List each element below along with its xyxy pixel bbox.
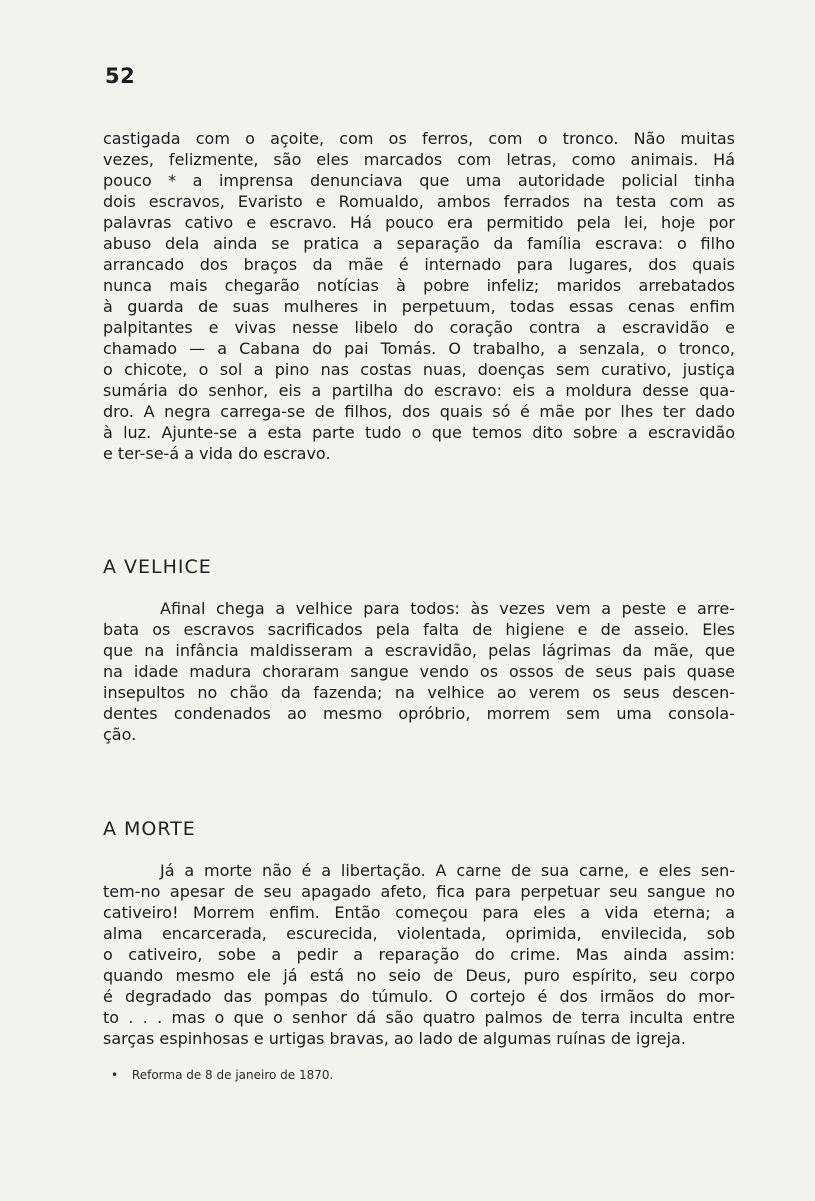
- text-line: o cativeiro, sobe a pedir a reparação do crime. Mas ainda assim:: [103, 945, 735, 964]
- text-line: dro. A negra carrega-se de filhos, dos quais só é mãe por lhes ter dado: [103, 402, 735, 421]
- text-line: castigada com o açoite, com os ferros, com o tronco. Não muitas: [103, 129, 735, 148]
- text-line: à guarda de suas mulheres in perpetuum, todas essas cenas enfim: [103, 297, 735, 316]
- text-line: chamado — a Cabana do pai Tomás. O trabalho, a senzala, o tronco,: [103, 339, 735, 358]
- paragraph-death: [103, 860, 735, 1049]
- footnote-marker: •: [111, 1068, 119, 1082]
- footnote: [111, 1068, 333, 1082]
- text-line: arrancado dos braços da mãe é internado para lugares, dos quais: [103, 255, 735, 274]
- paragraph-old-age: [103, 598, 735, 745]
- page-number: 52: [105, 64, 136, 88]
- text-line: e ter-se-á a vida do escravo.: [103, 444, 331, 463]
- text-line: na idade madura choraram sangue vendo os ossos de seus pais quase: [103, 662, 735, 681]
- text-line: sarças espinhosas e urtigas bravas, ao lado de algumas ruínas de igreja.: [103, 1029, 686, 1048]
- text-line: dois escravos, Evaristo e Romualdo, ambos ferrados na testa com as: [103, 192, 735, 211]
- text-line: palpitantes e vivas nesse libelo do coração contra a escravidão e: [103, 318, 735, 337]
- text-line: alma encarcerada, escurecida, violentada, oprimida, envilecida, sob: [103, 924, 735, 943]
- text-line: quando mesmo ele já está no seio de Deus, puro espírito, seu corpo: [103, 966, 735, 985]
- text-line: Afinal chega a velhice para todos: às vezes vem a peste e arre-: [160, 599, 735, 618]
- text-line: cativeiro! Morrem enfim. Então começou para eles a vida eterna; a: [103, 903, 735, 922]
- text-line: palavras cativo e escravo. Há pouco era permitido pela lei, hoje por: [103, 213, 735, 232]
- footnote-text: Reforma de 8 de janeiro de 1870.: [131, 1068, 334, 1082]
- paragraph-slave-life: [103, 128, 735, 464]
- text-line: Já a morte não é a libertação. A carne de sua carne, e eles sen-: [160, 861, 735, 880]
- text-line: ção.: [103, 725, 137, 744]
- text-line: dentes condenados ao mesmo opróbrio, morrem sem uma consola-: [103, 704, 735, 723]
- text-line: sumária do senhor, eis a partilha do escravo: eis a moldura desse qua-: [103, 381, 735, 400]
- text-line: abuso dela ainda se pratica a separação da família escrava: o filho: [103, 234, 735, 253]
- text-line: pouco * a imprensa denunciava que uma autoridade policial tinha: [103, 171, 735, 190]
- text-line: à luz. Ajunte-se a esta parte tudo o que temos dito sobre a escravidão: [103, 423, 735, 442]
- text-line: que na infância maldisseram a escravidão, pelas lágrimas da mãe, que: [103, 641, 735, 660]
- text-line: vezes, felizmente, são eles marcados com letras, como animais. Há: [103, 150, 735, 169]
- text-line: nunca mais chegarão notícias à pobre infeliz; maridos arrebatados: [103, 276, 735, 295]
- section-heading-morte: A MORTE: [103, 818, 196, 840]
- text-line: insepultos no chão da fazenda; na velhice ao verem os seus descen-: [103, 683, 735, 702]
- text-line: to . . . mas o que o senhor dá são quatro palmos de terra inculta entre: [103, 1008, 735, 1027]
- text-line: bata os escravos sacrificados pela falta de higiene e de asseio. Eles: [103, 620, 735, 639]
- text-line: é degradado das pompas do túmulo. O cortejo é dos irmãos do mor-: [103, 987, 735, 1006]
- text-line: o chicote, o sol a pino nas costas nuas, doenças sem curativo, justiça: [103, 360, 735, 379]
- section-heading-velhice: A VELHICE: [103, 556, 212, 578]
- text-line: tem-no apesar de seu apagado afeto, fica para perpetuar seu sangue no: [103, 882, 735, 901]
